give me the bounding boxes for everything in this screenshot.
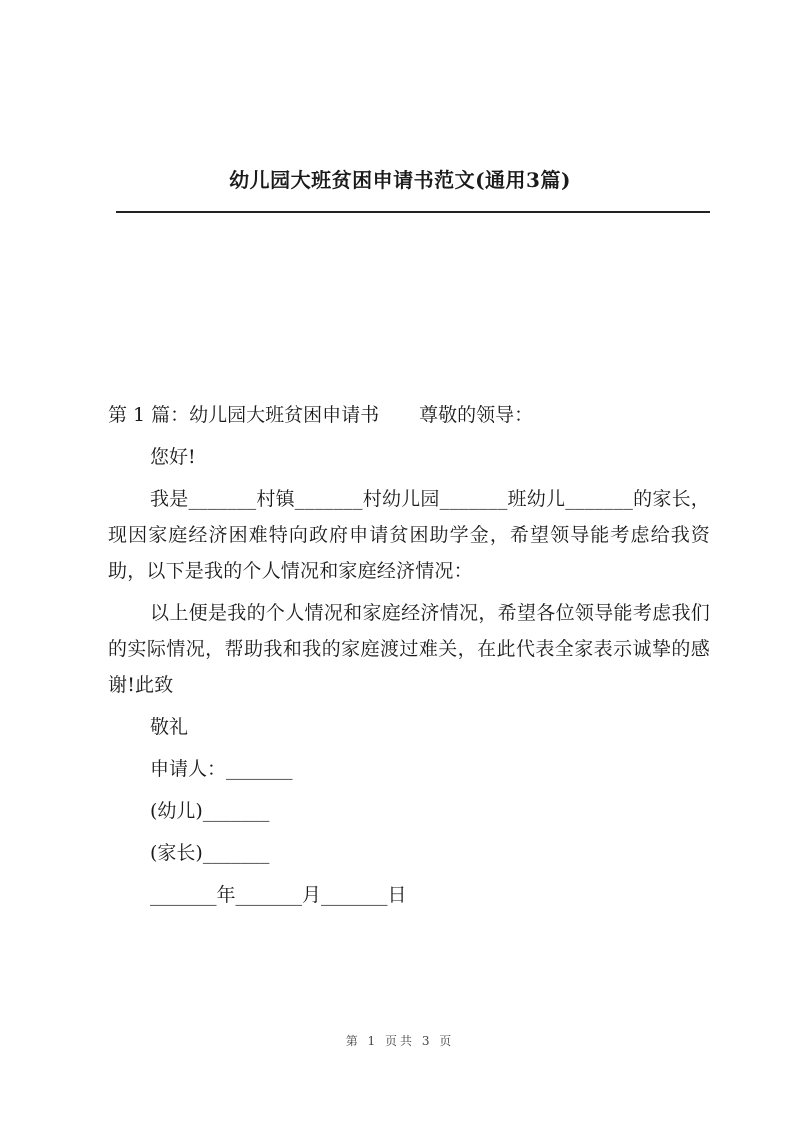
salutation: 尊敬的领导：	[419, 404, 534, 426]
paragraph-intro: 我是_______村镇_______村幼儿园_______班幼儿_______的家长，现因家庭经济困难特向政府申请贫困助学金，希望领导能考虑给我资助，以下是我的个人情况和家庭经济情况：	[108, 488, 710, 582]
date-line: _______年_______月_______日	[150, 884, 407, 906]
title-divider	[116, 211, 710, 213]
section-heading-line	[108, 397, 710, 433]
paragraph-thanks: 以上便是我的个人情况和家庭经济情况，希望各位领导能考虑我们的实际情况，帮助我和我的家庭渡过难关，在此代表全家表示诚挚的感谢!此致	[108, 602, 710, 696]
child-line: (幼儿)_______	[150, 800, 270, 822]
page-footer: 第 1 页共 3 页	[345, 1034, 455, 1048]
applicant-line: 申请人：_______	[150, 758, 293, 780]
document-body	[108, 397, 710, 913]
document-title: 幼儿园大班贫困申请书范文(通用3篇)	[229, 168, 571, 192]
section-heading: 第 1 篇：幼儿园大班贫困申请书	[108, 404, 380, 426]
greeting: 您好!	[150, 446, 196, 468]
parent-line: (家长)_______	[150, 842, 270, 864]
closing-respect: 敬礼	[150, 716, 189, 738]
